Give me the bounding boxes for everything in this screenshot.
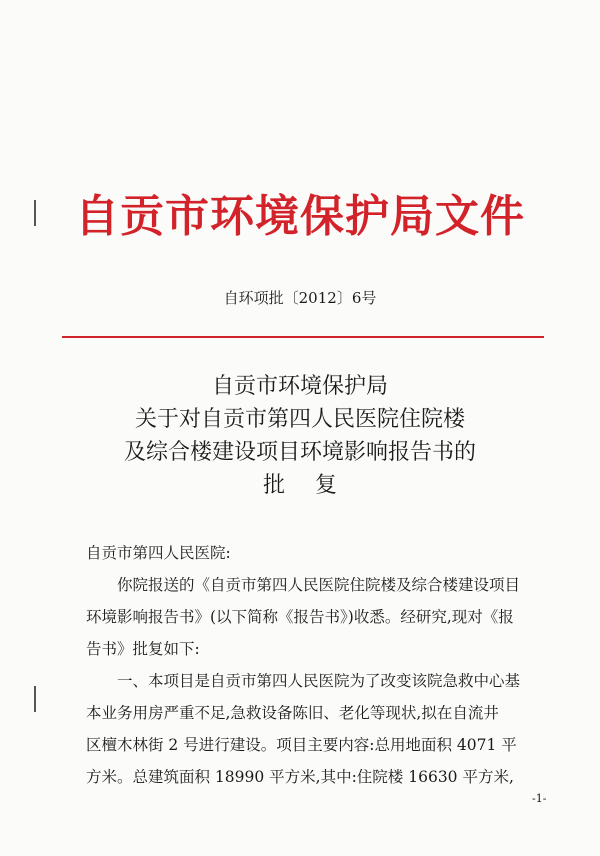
subject-line-3: 及综合楼建设项目环境影响报告书的 <box>123 440 476 465</box>
red-divider-line <box>62 336 544 338</box>
binding-mark-bottom <box>34 686 36 712</box>
paragraph-2-line-4: 方米。总建筑面积 18990 平方米,其中:住院楼 16630 平方米, <box>86 768 514 786</box>
subject-line-2: 关于对自贡市第四人民医院住院楼 <box>134 407 465 432</box>
paragraph-2-line-3: 区檀木林街 2 号进行建设。项目主要内容:总用地面积 4071 平 <box>86 736 517 754</box>
document-header-title: 自贡市环境保护局文件 <box>75 191 525 242</box>
page-number: -1- <box>532 792 547 805</box>
document-subject <box>0 370 600 502</box>
paragraph-1-line-3: 告书》批复如下: <box>86 640 200 658</box>
document-body <box>86 537 560 793</box>
subject-line-1: 自贡市环境保护局 <box>211 374 388 399</box>
subject-line-4: 批复 <box>262 473 367 498</box>
document-number: 自环项批〔2012〕6号 <box>223 289 377 307</box>
addressee: 自贡市第四人民医院: <box>86 544 231 562</box>
paragraph-1-line-2: 环境影响报告书》(以下简称《报告书》)收悉。经研究,现对《报 <box>86 608 514 626</box>
paragraph-1-line-1: 你院报送的《自贡市第四人民医院住院楼及综合楼建设项目 <box>117 576 521 594</box>
paragraph-2-line-2: 本业务用房严重不足,急救设备陈旧、老化等现状,拟在自流井 <box>86 704 499 722</box>
paragraph-2-line-1: 一、本项目是自贡市第四人民医院为了改变该院急救中心基 <box>117 672 521 690</box>
